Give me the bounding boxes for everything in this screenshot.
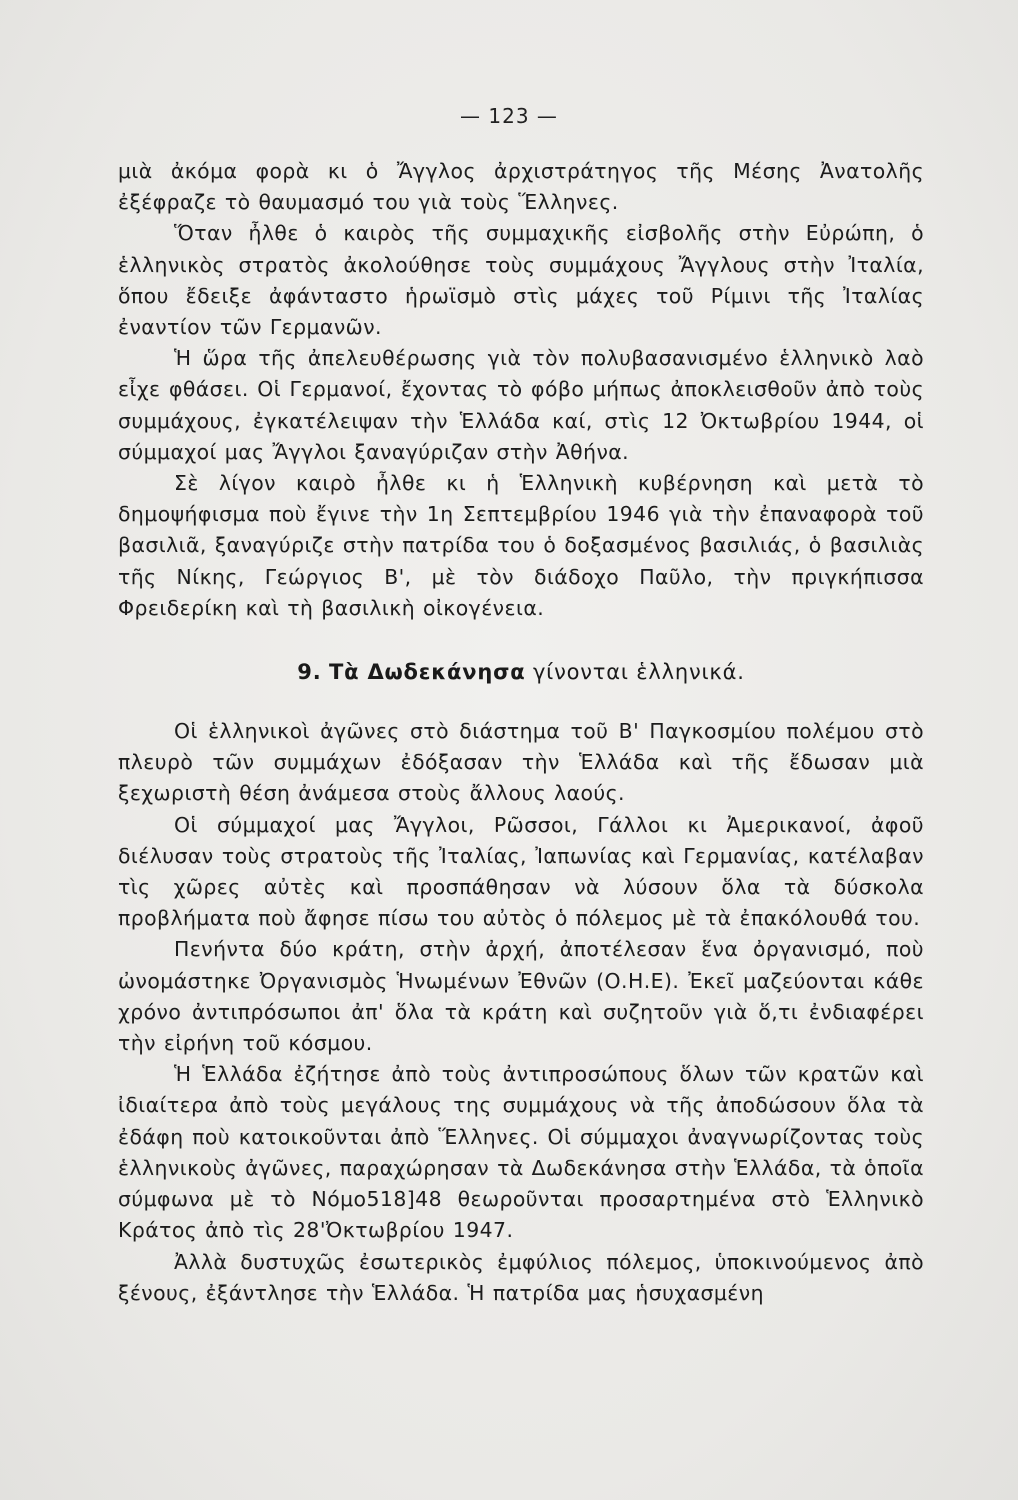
section-heading [118,660,924,684]
paragraph-1: μιὰ ἀκόμα φορὰ κι ὁ Ἄγγλος ἀρχιστράτηγος τῆς Μέσης Ἀνατολῆς ἐξέφραζε τὸ θαυμασμό του γιὰ τοὺς Ἕλληνες. [118,159,924,215]
paragraph-6: Οἱ σύμμαχοί μας Ἄγγλοι, Ρῶσσοι, Γάλλοι κι Ἀμερικανοί, ἀφοῦ διέλυσαν τοὺς στρατοὺς τῆς Ἰταλίας, Ἰαπωνίας καὶ Γερμανίας, κατέλαβαν τὶς χῶρες αὐτὲς καὶ προσπάθησαν νὰ λύσουν ὅλα τὰ δύσκολα προβλήματα ποὺ ἄφησε πίσω του αὐτὸς ὁ πόλεμος μὲ τὰ ἐπακόλουθά του. [118,812,924,931]
section-title-rest: γίνονται ἑλληνικά. [532,660,745,685]
paragraph-9: Ἀλλὰ δυστυχῶς ἐσωτερικὸς ἐμφύλιος πόλεμος, ὑποκινούμενος ἀπὸ ξένους, ἐξάντλησε τὴν Ἑλλάδα. Ἡ πατρίδα μας ἡσυχασμένη [118,1249,924,1305]
paragraph-8: Ἡ Ἑλλάδα ἐζήτησε ἀπὸ τοὺς ἀντιπροσώπους ὅλων τῶν κρατῶν καὶ ἰδιαίτερα ἀπὸ τοὺς μεγάλους της συμμάχους νὰ τῆς ἀποδώσουν ὅλα τὰ ἐδάφη ποὺ κατοικοῦνται ἀπὸ Ἕλληνες. Οἱ σύμμαχοι ἀναγνωρίζοντας τοὺς ἑλληνικοὺς ἀγῶνες, παραχώρησαν τὰ Δωδεκάνησα στὴν Ἑλλάδα, τὰ ὁποῖα σύμφωνα μὲ τὸ Νόμο518]48 θεωροῦνται προσαρτημένα στὸ Ἑλληνικὸ Κράτος ἀπὸ τὶς 28'Ὀκτωβρίου 1947. [118,1062,924,1243]
page-number: — 123 — [460,104,558,128]
section-title-bold: Τὰ Δωδεκάνησα [328,660,526,685]
paragraph-2: Ὅταν ἦλθε ὁ καιρὸς τῆς συμμαχικῆς εἰσβολῆς στὴν Εὐρώπη, ὁ ἑλληνικὸς στρατὸς ἀκολούθησε τοὺς συμμάχους Ἄγγλους στὴν Ἰταλία, ὅπου ἔδειξε ἀφάνταστο ἡρωϊσμὸ στὶς μάχες τοῦ Ρίμινι τῆς Ἰταλίας ἐναντίον τῶν Γερμανῶν. [118,221,924,340]
body-text [118,156,924,1309]
section-number: 9. [297,660,322,685]
paragraph-3: Ἡ ὥρα τῆς ἀπελευθέρωσης γιὰ τὸν πολυβασανισμένο ἑλληνικὸ λαὸ εἶχε φθάσει. Οἱ Γερμανοί, ἔχοντας τὸ φόβο μήπως ἀποκλεισθοῦν ἀπὸ τοὺς συμμάχους, ἐγκατέλειψαν τὴν Ἑλλάδα καί, στὶς 12 Ὀκτωβρίου 1944, οἱ σύμμαχοί μας Ἄγγλοι ξαναγύριζαν στὴν Ἀθήνα. [118,346,924,464]
paragraph-5: Οἱ ἑλληνικοὶ ἀγῶνες στὸ διάστημα τοῦ Β' Παγκοσμίου πολέμου στὸ πλευρὸ τῶν συμμάχων ἐδόξασαν τὴν Ἑλλάδα καὶ τῆς ἔδωσαν μιὰ ξεχωριστὴ θέση ἀνάμεσα στοὺς ἄλλους λαούς. [118,719,924,806]
paragraph-7: Πενήντα δύο κράτη, στὴν ἀρχή, ἀποτέλεσαν ἕνα ὀργανισμό, ποὺ ὠνομάστηκε Ὀργανισμὸς Ἡνωμένων Ἐθνῶν (Ο.Η.Ε). Ἐκεῖ μαζεύονται κάθε χρόνο ἀντιπρόσωποι ἀπ' ὅλα τὰ κράτη καὶ συζητοῦν γιὰ ὅ,τι ἐνδιαφέρει τὴν εἰρήνη τοῦ κόσμου. [118,937,924,1056]
paragraph-4: Σὲ λίγον καιρὸ ἦλθε κι ἡ Ἑλληνικὴ κυβέρνηση καὶ μετὰ τὸ δημοψήφισμα ποὺ ἔγινε τὴν 1η Σεπτεμβρίου 1946 γιὰ τὴν ἐπαναφορὰ τοῦ βασιλιᾶ, ξαναγύριζε στὴν πατρίδα του ὁ δοξασμένος βασιλιάς, ὁ βασιλιὰς τῆς Νίκης, Γεώργιος Β', μὲ τὸν διάδοχο Παῦλο, τὴν πριγκήπισσα Φρειδερίκη καὶ τὴ βασιλικὴ οἰκογένεια. [118,471,924,620]
